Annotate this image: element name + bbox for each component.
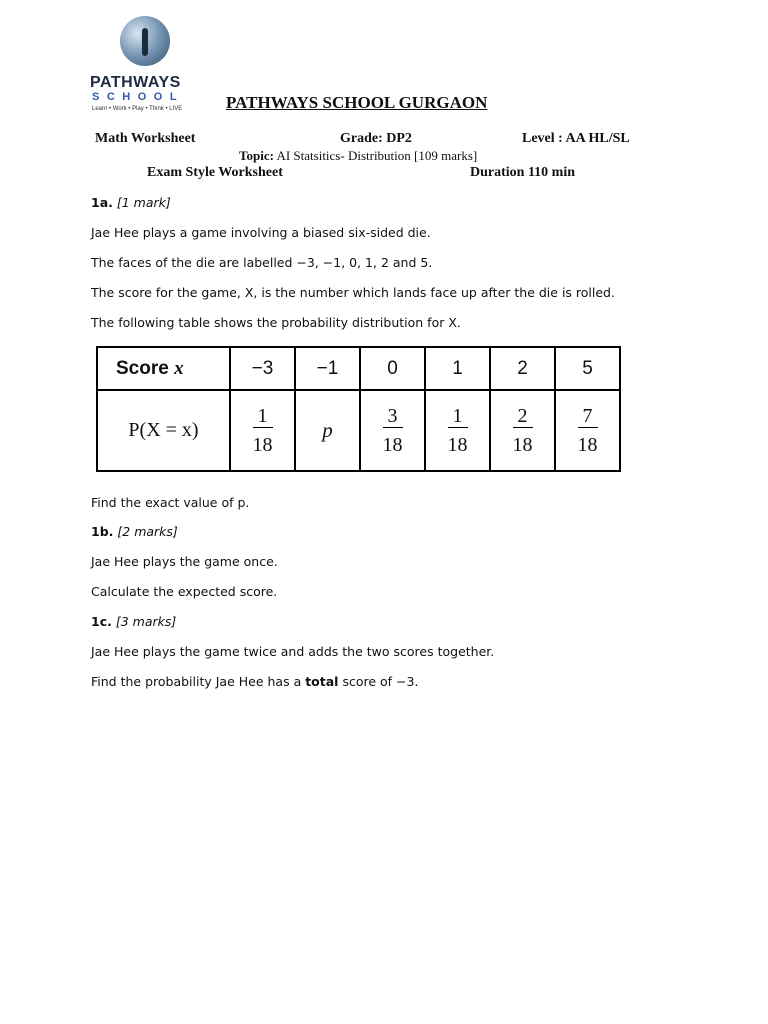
q1b-heading — [91, 524, 178, 539]
probability-cell: $\frac{1}{18}$ — [425, 390, 490, 471]
score-cell: 2 — [490, 347, 555, 390]
probability-cell: $\frac{3}{18}$ — [360, 390, 425, 471]
q1b-marks: [2 marks] — [117, 524, 178, 539]
logo-school: SCHOOL — [92, 91, 185, 103]
q1c-line-2: Find the probability Jae Hee has a total score of −3. — [91, 674, 419, 689]
score-cell: 5 — [555, 347, 620, 390]
unknown-p: p — [322, 418, 333, 442]
q1a-instruction: Find the exact value of p. — [91, 495, 250, 510]
logo-tagline: Learn • Work • Play • Think • LIVE — [92, 106, 183, 112]
q1a-line-2: The faces of the die are labelled −3, −1, 0, 1, 2 and 5. — [91, 255, 433, 270]
probability-table — [96, 346, 621, 472]
level-label: Level : AA HL/SL — [522, 131, 630, 146]
q1c-label: 1c. — [91, 614, 112, 629]
q1a-label: 1a. — [91, 195, 113, 210]
score-row — [97, 347, 620, 390]
q1a-line-1: Jae Hee plays a game involving a biased six-sided die. — [91, 225, 431, 240]
worksheet-label: Math Worksheet — [95, 131, 196, 146]
topic-text: AI Statsitics- Distribution [109 marks] — [273, 148, 478, 163]
score-cell: 0 — [360, 347, 425, 390]
score-cell: 1 — [425, 347, 490, 390]
globe-icon — [120, 16, 170, 66]
q1a-marks: [1 mark] — [116, 195, 171, 210]
score-header: Score x — [97, 347, 230, 390]
q1a-heading — [91, 195, 171, 210]
q1a-line-3: The score for the game, X, is the number which lands face up after the die is rolled. — [91, 285, 615, 300]
q1c-line-1: Jae Hee plays the game twice and adds the two scores together. — [91, 644, 495, 659]
probability-cell — [295, 390, 360, 471]
probability-cell: $\frac{2}{18}$ — [490, 390, 555, 471]
topic-line — [239, 148, 477, 164]
school-logo — [90, 16, 210, 116]
q1a-line-4: The following table shows the probability distribution for X. — [91, 315, 461, 330]
score-cell: −1 — [295, 347, 360, 390]
probability-row — [97, 390, 620, 471]
q1c-heading — [91, 614, 176, 629]
style-label: Exam Style Worksheet — [147, 165, 283, 180]
q1c-marks: [3 marks] — [115, 614, 177, 629]
q1b-label: 1b. — [91, 524, 114, 539]
probability-header: P(X = x) — [97, 390, 230, 471]
topic-label: Topic: — [239, 148, 274, 163]
logo-word: PATHWAYS — [90, 74, 181, 91]
school-title: PATHWAYS SCHOOL GURGAON — [226, 93, 488, 112]
score-cell: −3 — [230, 347, 295, 390]
probability-cell: $\frac{1}{18}$ — [230, 390, 295, 471]
grade-label: Grade: DP2 — [340, 131, 412, 146]
q1b-line-2: Calculate the expected score. — [91, 584, 278, 599]
duration-label: Duration 110 min — [470, 165, 576, 180]
q1b-line-1: Jae Hee plays the game once. — [91, 554, 278, 569]
probability-cell: $\frac{7}{18}$ — [555, 390, 620, 471]
